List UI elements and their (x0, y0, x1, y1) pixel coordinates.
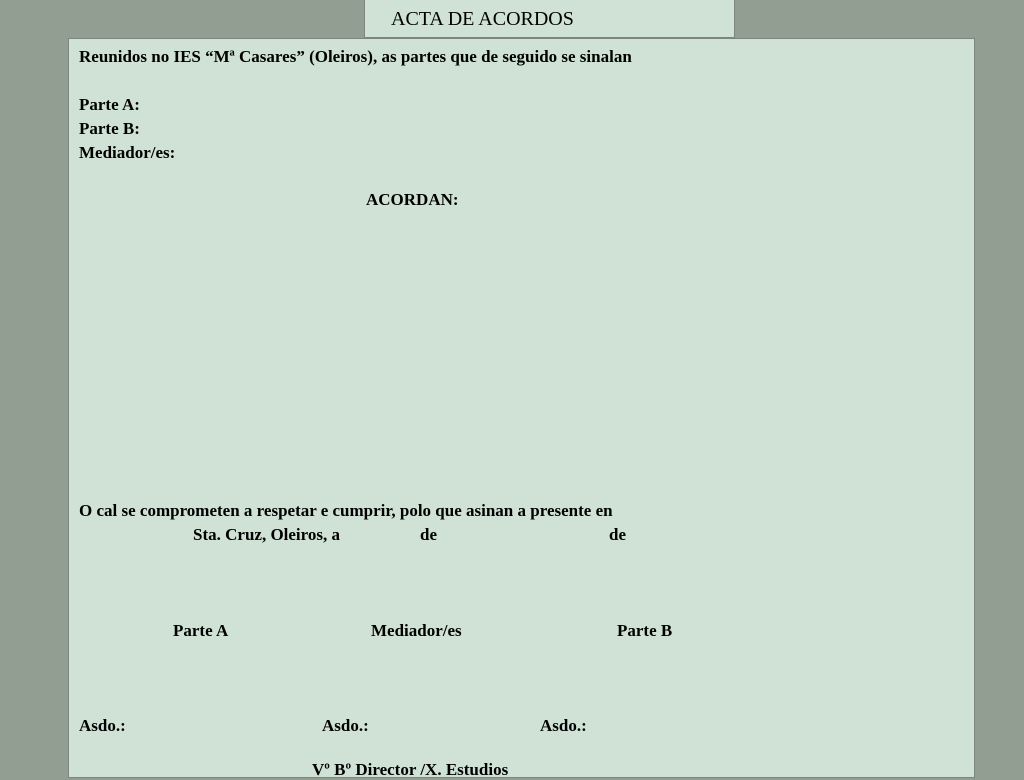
signature-party-b: Parte B (617, 621, 673, 640)
date-de-month: de (609, 525, 626, 544)
party-b-label: Parte B: (79, 119, 140, 138)
signature-party-a: Parte A (173, 621, 229, 640)
commitment-text: O cal se comprometen a respetar e cumprir, polo que asinan a presente en (79, 501, 613, 520)
party-a-label: Parte A: (79, 95, 140, 114)
date-de-day: de (420, 525, 437, 544)
title-box (364, 0, 735, 38)
signed-by-mediator: Asdo.: (322, 716, 369, 735)
signed-by-b: Asdo.: (540, 716, 587, 735)
place-text: Sta. Cruz, Oleiros, a (193, 525, 341, 544)
intro-text: Reunidos no IES “Mª Casares” (Oleiros), as partes que de seguido se sinalan (79, 47, 632, 66)
signature-mediator: Mediador/es (371, 621, 462, 640)
document-panel (68, 38, 975, 778)
mediator-label: Mediador/es: (79, 143, 176, 162)
document-title: ACTA DE ACORDOS (391, 8, 574, 30)
agree-heading: ACORDAN: (366, 190, 459, 209)
approval-text: Vº Bº Director /X. Estudios (312, 760, 509, 779)
signed-by-a: Asdo.: (79, 716, 126, 735)
